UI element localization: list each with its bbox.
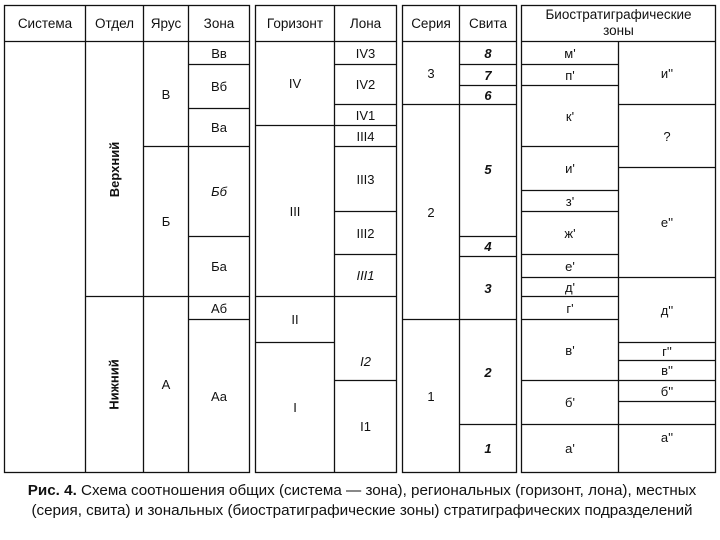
biozone-p: п' — [565, 67, 575, 83]
stage-a: А — [161, 377, 171, 392]
biozone2-unknown: ? — [663, 128, 671, 144]
biozone2-d: д'' — [660, 302, 674, 318]
biozone2-b: б'' — [660, 383, 674, 399]
biozone-z: з' — [565, 193, 575, 209]
lona-iii4: III4 — [356, 128, 375, 144]
biozone-v: в' — [565, 342, 575, 358]
lona-iv1: IV1 — [355, 107, 376, 123]
header-lona: Лона — [349, 15, 382, 31]
header-series: Серия — [411, 15, 451, 31]
header-system: Система — [17, 15, 73, 31]
zone-vb: Вб — [210, 79, 228, 94]
biozone-m: м' — [564, 45, 576, 61]
horizon-iv: IV — [288, 76, 302, 91]
lona-iii3: III3 — [356, 171, 375, 187]
horizon-i: I — [293, 400, 297, 415]
lona-iv3: IV3 — [355, 45, 376, 61]
biozone2-v: в'' — [661, 363, 673, 378]
biozone-g: г' — [566, 300, 574, 316]
lona-i1: I1 — [360, 419, 371, 434]
zone-va: Ва — [211, 120, 227, 135]
header-biostrat-line2: зоны — [603, 23, 634, 39]
suite-2: 2 — [484, 364, 492, 380]
division-lower: Нижний — [107, 359, 122, 410]
biozone-zh: ж' — [564, 225, 576, 241]
division-upper: Верхний — [106, 141, 122, 197]
series-3: 3 — [427, 65, 435, 81]
suite-8: 8 — [484, 45, 492, 61]
division-upper-cell — [86, 42, 143, 296]
header-stage: Ярус — [150, 15, 182, 31]
zone-vv: Вв — [211, 45, 227, 61]
lona-i2: I2 — [360, 354, 371, 369]
suite-6: 6 — [484, 87, 492, 103]
biozone2-e: е'' — [660, 215, 674, 230]
stage-v: В — [161, 86, 171, 102]
biozone-e: е' — [565, 258, 575, 274]
suite-5: 5 — [484, 162, 492, 177]
biozone2-g: г'' — [662, 344, 672, 359]
horizon-iii: III — [289, 203, 301, 219]
suite-4: 4 — [484, 239, 492, 254]
zone-ab: Аб — [210, 300, 228, 316]
header-horizon: Горизонт — [266, 15, 324, 31]
zone-ba: Ба — [211, 259, 227, 274]
header-suite: Свита — [468, 15, 507, 31]
biozone2-i: и'' — [660, 65, 674, 81]
biozone-k: к' — [565, 108, 575, 124]
biozone2-a: а'' — [660, 429, 674, 445]
series-1: 1 — [427, 388, 435, 404]
header-zone: Зона — [203, 15, 235, 31]
series-2: 2 — [427, 204, 435, 220]
zone-bb: Бб — [211, 184, 227, 199]
caption-label: Рис. 4. — [27, 482, 77, 499]
header-biostrat-line1: Биостратиграфические — [545, 7, 692, 23]
figure-caption — [6, 481, 718, 521]
division-lower-cell — [86, 297, 143, 472]
suite-1: 1 — [484, 441, 492, 456]
zone-aa: Аа — [210, 388, 228, 404]
caption-text: Схема соотношения общих (система — зона), региональных (горизонт, лона), местных (серия, свита) и зональных (биостратиграфические зоны) стратиграфических подразделений — [31, 482, 697, 519]
suite-7: 7 — [484, 67, 492, 83]
stage-b: Б — [161, 214, 171, 229]
biozone-b: б' — [565, 395, 575, 410]
lona-iii2: III2 — [356, 225, 375, 241]
biozone-d: д' — [564, 279, 576, 295]
header-division: Отдел — [94, 15, 135, 31]
biozone-i: и' — [565, 161, 575, 176]
horizon-ii: II — [291, 312, 299, 327]
biozone-a: а' — [565, 441, 575, 456]
suite-3: 3 — [484, 280, 492, 296]
lona-iv2: IV2 — [355, 77, 376, 92]
lona-iii1: III1 — [356, 268, 375, 283]
